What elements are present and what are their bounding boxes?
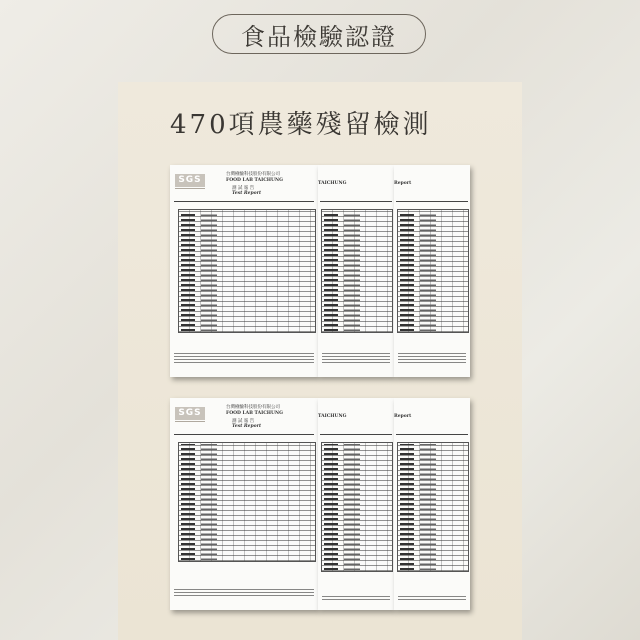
- results-table: [397, 209, 469, 333]
- report-footnotes: [398, 353, 466, 363]
- lab-name: FOOD LAB TAICHUNG: [226, 178, 283, 183]
- certification-badge: [212, 14, 426, 54]
- results-table: [321, 209, 393, 333]
- sgs-logo: SGS: [175, 174, 205, 187]
- report-page-2: [318, 165, 394, 377]
- report-page-main: [170, 398, 318, 610]
- divider: [174, 434, 314, 435]
- report-page-2: [318, 398, 394, 610]
- lab-name-cn: 台灣檢驗科技股份有限公司: [226, 172, 280, 177]
- report-footnotes: [174, 353, 314, 363]
- report-page-main: [170, 165, 318, 377]
- divider: [174, 201, 314, 202]
- results-table: [178, 209, 316, 333]
- section-heading: 470項農藥殘留檢測: [170, 110, 432, 140]
- report-title: Test Report: [232, 191, 262, 196]
- continued-lab: TAICHUNG: [318, 414, 347, 419]
- report-footnotes: [174, 588, 314, 596]
- results-table: [178, 442, 316, 562]
- report-page-3: [394, 398, 470, 610]
- report-title-cn: 測 試 報 告: [232, 419, 255, 424]
- report-title-cn: 測 試 報 告: [232, 186, 255, 191]
- divider: [396, 201, 468, 202]
- report-footnotes: [322, 353, 390, 363]
- divider: [320, 434, 392, 435]
- results-table: [321, 442, 393, 572]
- lab-name: FOOD LAB TAICHUNG: [226, 411, 283, 416]
- report-title: Test Report: [232, 424, 262, 429]
- test-report-1: [170, 165, 470, 377]
- continued-title: Report: [394, 181, 412, 186]
- continued-lab: TAICHUNG: [318, 181, 347, 186]
- badge-label: 食品檢驗認證: [241, 22, 397, 51]
- report-footnotes: [398, 594, 466, 600]
- lab-name-cn: 台灣檢驗科技股份有限公司: [226, 405, 280, 410]
- continued-title: Report: [394, 414, 412, 419]
- report-page-3: [394, 165, 470, 377]
- test-report-2: [170, 398, 470, 610]
- results-table: [397, 442, 469, 572]
- divider: [320, 201, 392, 202]
- report-footnotes: [322, 594, 390, 600]
- sgs-logo: SGS: [175, 407, 205, 420]
- divider: [396, 434, 468, 435]
